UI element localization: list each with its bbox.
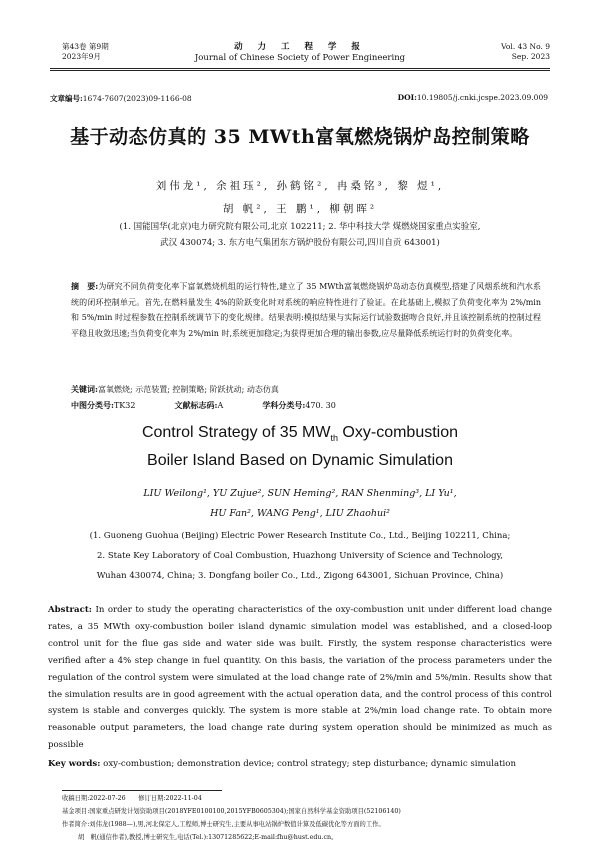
article-number-value: 1674-7607(2023)09-1166-08 [82,94,192,103]
keywords-en [48,756,552,772]
classification-cn [71,398,541,413]
abstract-en-text: In order to study the operating characteristics of the oxy-combustion unit under different load change rates, a 35 MWth oxy-combustion boiler island dynamic simulation model was established, and a closed-loop control unit for the flue gas side and water side was built. Firstly, the system response characteristics were verified after a 4% step change in fuel quantity. On this basis, the variation of the process parameters under the regulation of the control system were simulated at the load change rate of 2%/min and 5%/min. Results show that the simulation results are in good agreement with the actual operation data, and the control process of this control system is stable and converges quickly. The system is more stable at 2%/min load change rate. To obtain more reasonable output parameters, the load change rate during system operation should be minimized as much as possible [48,605,552,751]
title-en-line1 [0,420,600,451]
subject-code-label: 学科分类号: [262,400,306,410]
authors-cn-line1: 刘伟龙¹, 余祖珏², 孙鹤铭², 冉桑铭³, 黎 煜¹, [155,180,445,192]
title-en-line1-post: Oxy-combustion [337,424,459,441]
keywords-en-label: Key words: [48,759,101,769]
doi-label: DOI: [397,93,417,102]
abstract-en-label: Abstract: [48,605,92,615]
abstract-cn-label: 摘 要: [71,281,99,291]
authors-en-line1: LIU Weilong¹, YU Zujue², SUN Heming², RAN Shenming³, LI Yu¹, [143,488,457,499]
clc-value: TK32 [113,401,136,410]
abstract-cn-text: 为研究不同负荷变化率下富氧燃烧机组的运行特性,建立了 35 MWth富氧燃烧锅炉岛动态仿真模型,搭建了风烟系统和汽水系统的闭环控制单元。首先,在燃料量发生 4%的阶跃变化时对系统的响应特性进行了验证。在此基础上,模拟了负荷变化率为 2%/min 和 5%/min 时过程参数在控制系统调节下的变化规律。结果表明:模拟结果与实际运行试验数据吻合良好,并且该控制系统的控制过程平稳且收敛迅速;当负荷变化率为 2%/min 时,系统更加稳定;为获得更加合理的输出参数,应尽量降低系统运行时的负荷变化率。 [71,282,541,338]
keywords-cn-label: 关键词: [71,384,98,394]
abstract-en [48,602,552,754]
doc-code-label: 文献标志码: [174,400,218,410]
subject-code-value: 470. 30 [305,401,336,410]
authors-en-line2: HU Fan², WANG Peng¹, LIU Zhaohui² [210,508,390,519]
footnote-corresponding: 胡 帆(通信作者),教授,博士研究生,电话(Tel.):13071285622;E-mail:fhu@hust.edu.cn。 [78,834,338,841]
affiliation-en-line3: Wuhan 430074, China; 3. Dongfang boiler Co., Ltd., Zigong 643001, Sichuan Province, China) [96,571,504,581]
article-number-label: 文章编号: [50,94,83,103]
affiliation-cn-line1: (1. 国能国华(北京)电力研究院有限公司,北京 102211; 2. 华中科技大学 煤燃烧国家重点实验室, [119,222,481,232]
affiliation-en-line2: 2. State Key Laboratory of Coal Combustion, Huazhong University of Science and Technology, [97,551,503,561]
header-rule-thin [50,70,550,71]
footnote-rule [62,790,222,791]
date-cn: 2023年9月 [62,52,101,61]
affiliation-cn-line2: 武汉 430074; 3. 东方电气集团东方锅炉股份有限公司,四川自贡 643001) [160,238,440,248]
abstract-cn [71,279,541,341]
date-en: Sep. 2023 [511,52,550,61]
keywords-cn [71,382,541,397]
journal-name-cn: 动 力 工 程 学 报 [234,42,366,52]
doc-code-value: A [217,401,224,410]
footnote-fund: 基金项目:国家重点研发计划资助项目(2018YFE0100100,2015YFB0605304);国家自然科学基金资助项目(52106140) [62,808,401,815]
footnote-author: 作者简介:刘伟龙(1988—),男,河北保定人,工程师,博士研究生,主要从事电站锅炉数值计算及低碳优化等方面的工作。 [62,821,385,828]
keywords-en-text: oxy-combustion; demonstration device; control strategy; step disturbance; dynamic simulation [103,759,517,769]
running-header-right [501,42,550,62]
title-en-line2: Boiler Island Based on Dynamic Simulation [147,452,453,469]
clc-label: 中图分类号: [71,400,114,410]
article-number [50,93,192,104]
title-en-subscript: th [330,433,338,444]
title-en-line1-pre: Control Strategy of 35 MW [141,424,331,441]
doi [398,93,548,102]
affiliation-en-line1: (1. Guoneng Guohua (Beijing) Electric Power Research Institute Co., Ltd., Beijing 102211, China; [89,531,511,541]
keywords-cn-text: 富氧燃烧; 示范装置; 控制策略; 阶跃扰动; 动态仿真 [97,385,279,394]
header-rule [50,68,550,69]
journal-name-en: Journal of Chinese Society of Power Engineering [194,53,406,63]
title-cn: 基于动态仿真的 35 MWth富氧燃烧锅炉岛控制策略 [70,126,530,148]
volume-issue-cn: 第43卷 第9期 [62,42,109,51]
volume-issue-en: Vol. 43 No. 9 [501,42,550,51]
footnote-received: 收稿日期:2022-07-26 修订日期:2022-11-04 [62,795,202,802]
doi-value: 10.19805/j.cnki.jcspe.2023.09.009 [416,93,548,102]
authors-cn-line2: 胡 帆², 王 鹏¹, 柳朝晖² [222,203,378,215]
